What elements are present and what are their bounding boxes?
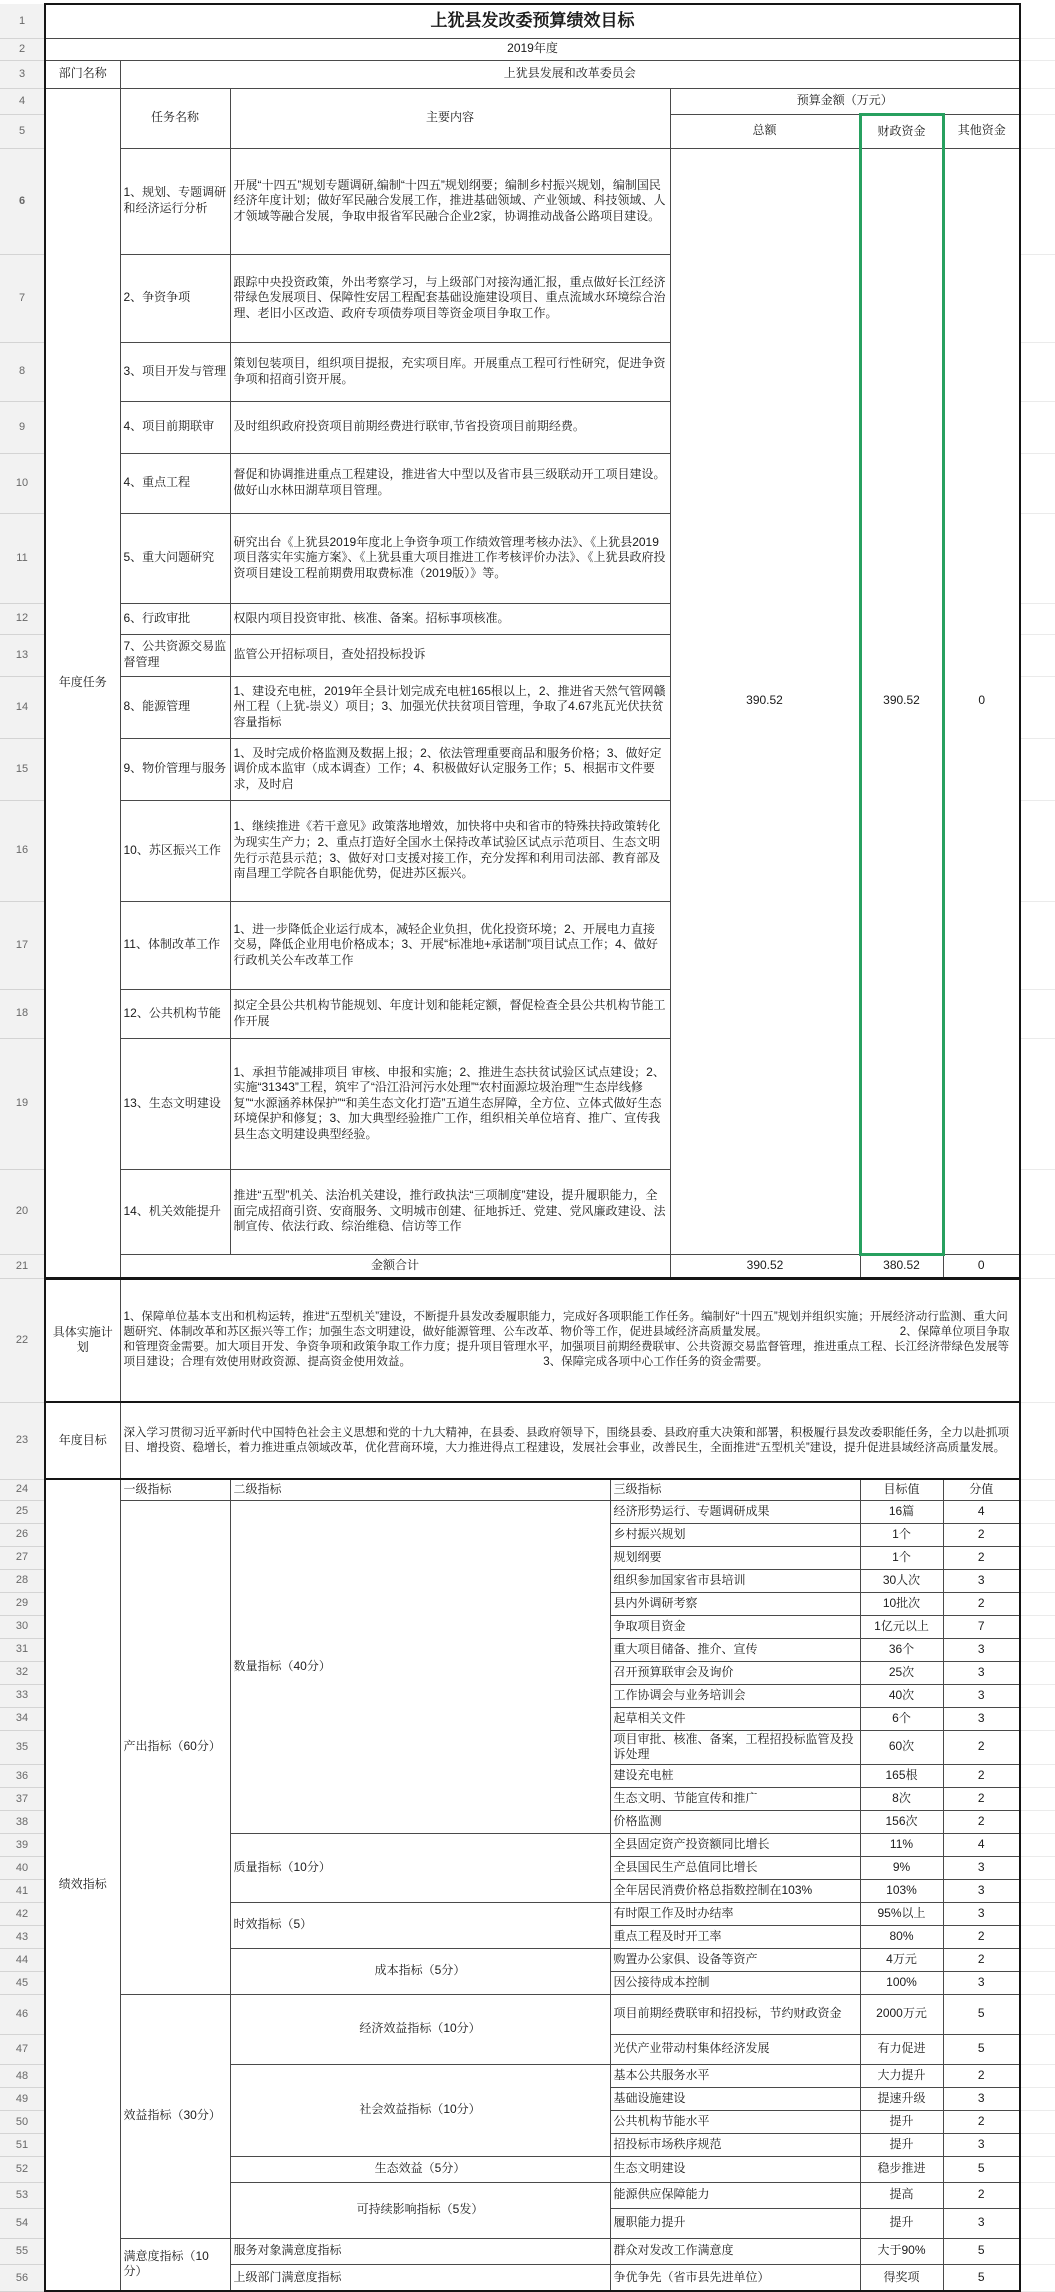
- row-number-40[interactable]: 40: [0, 1856, 45, 1879]
- outside-cell: [1020, 1925, 1055, 1948]
- row-number-21[interactable]: 21: [0, 1254, 45, 1278]
- l3-cell-30[interactable]: 争取项目资金: [610, 1615, 860, 1638]
- outside-cell: [1020, 1948, 1055, 1971]
- row-number-20[interactable]: 20: [0, 1169, 45, 1254]
- row-number-49[interactable]: 49: [0, 2087, 45, 2110]
- row-number-33[interactable]: 33: [0, 1684, 45, 1707]
- l1-output-cell[interactable]: 产出指标（60分）: [120, 1500, 230, 1994]
- outside-cell: [1020, 2208, 1055, 2238]
- row-number-28[interactable]: 28: [0, 1569, 45, 1592]
- l3-cell-49[interactable]: 基础设施建设: [610, 2087, 860, 2110]
- l3-cell-45[interactable]: 因公接待成本控制: [610, 1971, 860, 1994]
- row-number-46[interactable]: 46: [0, 1994, 45, 2034]
- l3-cell-55[interactable]: 群众对发改工作满意度: [610, 2238, 860, 2264]
- outside-cell: [1020, 1254, 1055, 1278]
- sum-label-cell[interactable]: 金额合计: [120, 1254, 670, 1278]
- header-task-name[interactable]: 任务名称: [120, 88, 230, 148]
- task-name-cell-15[interactable]: 9、物价管理与服务: [120, 738, 230, 800]
- outside-cell: [1020, 513, 1055, 603]
- outside-cell: [1020, 738, 1055, 800]
- score-cell-29[interactable]: 2: [943, 1592, 1020, 1615]
- row-number-13[interactable]: 13: [0, 634, 45, 676]
- score-cell-32[interactable]: 3: [943, 1661, 1020, 1684]
- header-main-content[interactable]: 主要内容: [230, 88, 670, 148]
- outside-cell: [1020, 676, 1055, 738]
- outside-cell: [1020, 1787, 1055, 1810]
- header-total[interactable]: 总额: [670, 114, 860, 148]
- l2-social-benefit-cell[interactable]: 社会效益指标（10分）: [230, 2064, 610, 2156]
- target-cell-28[interactable]: 30人次: [860, 1569, 943, 1592]
- target-cell-44[interactable]: 4万元: [860, 1948, 943, 1971]
- l3-cell-34[interactable]: 起草相关文件: [610, 1707, 860, 1730]
- target-cell-32[interactable]: 25次: [860, 1661, 943, 1684]
- row-number-42[interactable]: 42: [0, 1902, 45, 1925]
- row-number-47[interactable]: 47: [0, 2034, 45, 2064]
- row-number-12[interactable]: 12: [0, 603, 45, 634]
- task-name-cell-12[interactable]: 6、行政审批: [120, 603, 230, 634]
- score-cell-36[interactable]: 2: [943, 1764, 1020, 1787]
- target-cell-42[interactable]: 95%以上: [860, 1902, 943, 1925]
- l3-cell-39[interactable]: 全县固定资产投资额同比增长: [610, 1833, 860, 1856]
- target-cell-41[interactable]: 103%: [860, 1879, 943, 1902]
- target-cell-47[interactable]: 有力促进: [860, 2034, 943, 2064]
- row-number-56[interactable]: 56: [0, 2264, 45, 2291]
- outside-cell: [1020, 1810, 1055, 1833]
- sum-fiscal-cell[interactable]: 380.52: [860, 1254, 943, 1278]
- score-cell-49[interactable]: 3: [943, 2087, 1020, 2110]
- outside-cell: [1020, 800, 1055, 901]
- score-cell-33[interactable]: 3: [943, 1684, 1020, 1707]
- task-name-cell-17[interactable]: 11、体制改革工作: [120, 901, 230, 989]
- goal-label-cell[interactable]: 年度目标: [45, 1402, 120, 1479]
- task-content-cell-12[interactable]: 权限内项目投资审批、核准、备案。招标事项核准。: [230, 603, 670, 634]
- target-cell-35[interactable]: 60次: [860, 1730, 943, 1764]
- target-cell-25[interactable]: 16篇: [860, 1500, 943, 1523]
- outside-cell: [1020, 1764, 1055, 1787]
- outside-cell: [1020, 634, 1055, 676]
- target-cell-54[interactable]: 提升: [860, 2208, 943, 2238]
- l2-eco-benefit-cell[interactable]: 生态效益（5分）: [230, 2156, 610, 2182]
- target-cell-43[interactable]: 80%: [860, 1925, 943, 1948]
- l3-cell-42[interactable]: 有时限工作及时办结率: [610, 1902, 860, 1925]
- task-name-cell-6[interactable]: 1、规划、专题调研和经济运行分析: [120, 148, 230, 254]
- row-number-23[interactable]: 23: [0, 1402, 45, 1479]
- target-cell-37[interactable]: 8次: [860, 1787, 943, 1810]
- row-number-7[interactable]: 7: [0, 254, 45, 342]
- l3-cell-29[interactable]: 县内外调研考察: [610, 1592, 860, 1615]
- task-content-cell-6[interactable]: 开展“十四五”规划专题调研,编制“十四五”规划纲要；编制乡村振兴规划，编制国民经济年度计划；做好军民融合发展工作，推进基础领域、产业领域、科技领域、人才领域等融合发展，争取申报省军民融合企业2家，协调推动战备公路项目建设。: [230, 148, 670, 254]
- outside-cell: [1020, 1278, 1055, 1402]
- goal-text-cell[interactable]: 深入学习贯彻习近平新时代中国特色社会主义思想和党的十九大精神，在县委、县政府领导下，围绕县委、县政府重大决策和部署，积极履行县发改委职能任务，全力以赴抓项目、增投资、稳增长，着力推进重点领域改革，优化营商环境，大力推进得点工程建设，发展社会事业，改善民生，全面推进“五型机关”建设，提升促进县域经济高质量发展。: [120, 1402, 1020, 1479]
- score-cell-27[interactable]: 2: [943, 1546, 1020, 1569]
- target-cell-26[interactable]: 1个: [860, 1523, 943, 1546]
- score-cell-28[interactable]: 3: [943, 1569, 1020, 1592]
- row-number-34[interactable]: 34: [0, 1707, 45, 1730]
- row-number-16[interactable]: 16: [0, 800, 45, 901]
- row-number-27[interactable]: 27: [0, 1546, 45, 1569]
- outside-cell: [1020, 1971, 1055, 1994]
- outside-cell: [1020, 1856, 1055, 1879]
- outside-cell: [1020, 401, 1055, 453]
- row-number-37[interactable]: 37: [0, 1787, 45, 1810]
- outside-cell: [1020, 2034, 1055, 2064]
- l3-cell-43[interactable]: 重点工程及时开工率: [610, 1925, 860, 1948]
- target-cell-31[interactable]: 36个: [860, 1638, 943, 1661]
- row-number-38[interactable]: 38: [0, 1810, 45, 1833]
- target-cell-55[interactable]: 大于90%: [860, 2238, 943, 2264]
- row-number-35[interactable]: 35: [0, 1730, 45, 1764]
- row-number-14[interactable]: 14: [0, 676, 45, 738]
- outside-cell: [1020, 148, 1055, 254]
- l3-cell-40[interactable]: 全县国民生产总值同比增长: [610, 1856, 860, 1879]
- target-cell-49[interactable]: 提速升级: [860, 2087, 943, 2110]
- l3-cell-53[interactable]: 能源供应保障能力: [610, 2182, 860, 2208]
- task-content-cell-9[interactable]: 及时组织政府投资项目前期经费进行联审,节省投资项目前期经费。: [230, 401, 670, 453]
- task-content-cell-19[interactable]: 1、承担节能减排项目 审核、申报和实施；2、推进生态扶贫试验区试点建设；2、实施“31343”工程，筑牢了“沿江沿河污水处理”“农村面源垃圾治理”“生态岸线修复”“水源涵养林保护”“和美生态文化打造”五道生态屏障，全方位、立体式做好生态环境保护和修复；3、加大典型经验推广工作，组织相关单位培育、推广、宣传我县生态文明建设典型经验。: [230, 1038, 670, 1169]
- outside-cell: [1020, 2156, 1055, 2182]
- l3-cell-26[interactable]: 乡村振兴规划: [610, 1523, 860, 1546]
- outside-cell: [1020, 1523, 1055, 1546]
- target-cell-50[interactable]: 提升: [860, 2110, 943, 2133]
- target-cell-45[interactable]: 100%: [860, 1971, 943, 1994]
- year-cell[interactable]: 2019年度: [45, 38, 1020, 60]
- row-number-4[interactable]: 4: [0, 88, 45, 114]
- outside-cell: [1020, 2264, 1055, 2291]
- outside-cell: [1020, 114, 1055, 148]
- ind-header-score[interactable]: 分值: [943, 1479, 1020, 1500]
- task-name-cell-11[interactable]: 5、重大问题研究: [120, 513, 230, 603]
- header-other-funds[interactable]: 其他资金: [943, 114, 1020, 148]
- score-cell-55[interactable]: 5: [943, 2238, 1020, 2264]
- score-cell-34[interactable]: 3: [943, 1707, 1020, 1730]
- row-number-10[interactable]: 10: [0, 453, 45, 513]
- outside-cell: [1020, 1546, 1055, 1569]
- outside-cell: [1020, 2064, 1055, 2087]
- row-number-25[interactable]: 25: [0, 1500, 45, 1523]
- row-number-48[interactable]: 48: [0, 2064, 45, 2087]
- target-cell-48[interactable]: 大力提升: [860, 2064, 943, 2087]
- score-cell-40[interactable]: 3: [943, 1856, 1020, 1879]
- row-number-19[interactable]: 19: [0, 1038, 45, 1169]
- task-content-cell-16[interactable]: 1、继续推进《若干意见》政策落地增效，加快将中央和省市的特殊扶持政策转化为现实生产力；2、重点打造好全国水土保持改革试验区试点示范项目、生态文明先行示范县示范；3、做好对口支援对接工作，充分发挥和利用司法部、教育部及南昌理工学院各自职能优势，促进苏区振兴。: [230, 800, 670, 901]
- task-content-cell-11[interactable]: 研究出台《上犹县2019年度北上争资争项工作绩效管理考核办法》、《上犹县2019项目落实年实施方案》、《上犹县重大项目推进工作考核评价办法》、《上犹县政府投资项目建设工程前期费用取费标准（2019版）》等。: [230, 513, 670, 603]
- target-cell-33[interactable]: 40次: [860, 1684, 943, 1707]
- plan-text-cell[interactable]: 1、保障单位基本支出和机构运转，推进“五型机关”建设，不断提升县发改委履职能力，完成好各项职能工作任务。编制好“十四五”规划并组织实施；开展经济动行监测、重大问题研究、体制改革和苏区振兴等工作；加强生态文明建设，做好能源管理、公车改革、物价等工作，促进县域经济高质量发展。 2、保障单位项目争取和管理资金需要。加大项目开发、争资争项和政策争取工作力度；提升项目管理水平，加强项目前期经费联审、公共资源交易监督管理，推进重点工程、长江经济带绿色发展等项目建设；合理有效使用财政资源、提高资金使用效益。 3、保障完成各项中心工作任务的资金需要。: [120, 1278, 1020, 1402]
- outside-cell: [1020, 1500, 1055, 1523]
- outside-cell: [1020, 342, 1055, 401]
- outside-cell: [1020, 1569, 1055, 1592]
- target-cell-39[interactable]: 11%: [860, 1833, 943, 1856]
- score-cell-31[interactable]: 3: [943, 1638, 1020, 1661]
- l2-timeliness-cell[interactable]: 时效指标（5）: [230, 1902, 610, 1948]
- row-number-52[interactable]: 52: [0, 2156, 45, 2182]
- sum-other-cell[interactable]: 0: [943, 1254, 1020, 1278]
- score-cell-41[interactable]: 3: [943, 1879, 1020, 1902]
- l1-satisfaction-cell[interactable]: 满意度指标（10分）: [120, 2238, 230, 2291]
- outside-cell: [1020, 2110, 1055, 2133]
- row-number-15[interactable]: 15: [0, 738, 45, 800]
- task-content-cell-14[interactable]: 1、建设充电桩，2019年全县计划完成充电桩165根以上，2、推进省天然气管网赣州工程（上犹-崇义）项目；3、加强光伏扶贫项目管理，争取了4.67兆瓦光伏扶贫容量指标: [230, 676, 670, 738]
- outside-cell: [1020, 1994, 1055, 2034]
- l3-cell-33[interactable]: 工作协调会与业务培训会: [610, 1684, 860, 1707]
- outside-cell: [1020, 60, 1055, 88]
- l2-cost-cell[interactable]: 成本指标（5分）: [230, 1948, 610, 1994]
- l3-cell-36[interactable]: 建设充电桩: [610, 1764, 860, 1787]
- row-number-2[interactable]: 2: [0, 38, 45, 60]
- score-cell-46[interactable]: 5: [943, 1994, 1020, 2034]
- score-cell-30[interactable]: 7: [943, 1615, 1020, 1638]
- l3-cell-27[interactable]: 规划纲要: [610, 1546, 860, 1569]
- l3-cell-50[interactable]: 公共机构节能水平: [610, 2110, 860, 2133]
- score-cell-43[interactable]: 2: [943, 1925, 1020, 1948]
- task-content-cell-15[interactable]: 1、及时完成价格监测及数据上报；2、依法管理重要商品和服务价格；3、做好定调价成本监审（成本调查）工作；4、积极做好认定服务工作；5、根据市文件要求，及时启: [230, 738, 670, 800]
- outside-cell: [1020, 1592, 1055, 1615]
- task-name-cell-8[interactable]: 3、项目开发与管理: [120, 342, 230, 401]
- target-cell-29[interactable]: 10批次: [860, 1592, 943, 1615]
- l3-cell-28[interactable]: 组织参加国家省市县培训: [610, 1569, 860, 1592]
- outside-cell: [1020, 603, 1055, 634]
- l2-service-satisfaction-cell[interactable]: 服务对象满意度指标: [230, 2238, 610, 2264]
- score-cell-42[interactable]: 3: [943, 1902, 1020, 1925]
- row-number-26[interactable]: 26: [0, 1523, 45, 1546]
- task-name-cell-10[interactable]: 4、重点工程: [120, 453, 230, 513]
- task-content-cell-8[interactable]: 策划包装项目，组织项目提报，充实项目库。开展重点工程可行性研究，促进争资争项和招商引资开展。: [230, 342, 670, 401]
- l3-cell-31[interactable]: 重大项目储备、推介、宣传: [610, 1638, 860, 1661]
- score-cell-39[interactable]: 4: [943, 1833, 1020, 1856]
- row-number-44[interactable]: 44: [0, 1948, 45, 1971]
- l2-quality-cell[interactable]: 质量指标（10分）: [230, 1833, 610, 1902]
- l2-economic-benefit-cell[interactable]: 经济效益指标（10分）: [230, 1994, 610, 2064]
- l3-cell-56[interactable]: 争优争先（省市县先进单位）: [610, 2264, 860, 2291]
- score-cell-52[interactable]: 5: [943, 2156, 1020, 2182]
- l2-quantity-cell[interactable]: 数量指标（40分）: [230, 1500, 610, 1833]
- header-fiscal-funds[interactable]: 财政资金: [860, 114, 943, 148]
- row-number-1[interactable]: 1: [0, 4, 45, 38]
- outside-cell: [1020, 4, 1055, 38]
- header-budget-amount[interactable]: 预算金额（万元）: [670, 88, 1020, 114]
- perf-indicators-label-cell[interactable]: 绩效指标: [45, 1479, 120, 2291]
- l3-cell-35[interactable]: 项目审批、核准、备案，工程招投标监管及投诉处理: [610, 1730, 860, 1764]
- annual-tasks-label-cell[interactable]: 年度任务: [45, 88, 120, 1278]
- task-content-cell-13[interactable]: 监管公开招标项目，查处招投标投诉: [230, 634, 670, 676]
- task-name-cell-13[interactable]: 7、公共资源交易监督管理: [120, 634, 230, 676]
- score-cell-51[interactable]: 3: [943, 2133, 1020, 2156]
- row-number-54[interactable]: 54: [0, 2208, 45, 2238]
- task-name-cell-9[interactable]: 4、项目前期联审: [120, 401, 230, 453]
- row-number-9[interactable]: 9: [0, 401, 45, 453]
- ind-header-level1[interactable]: 一级指标: [120, 1479, 230, 1500]
- outside-cell: [1020, 2182, 1055, 2208]
- budget-fiscal-cell[interactable]: 390.52: [860, 148, 943, 1254]
- score-cell-35[interactable]: 2: [943, 1730, 1020, 1764]
- task-name-cell-20[interactable]: 14、机关效能提升: [120, 1169, 230, 1254]
- l2-sustain-cell[interactable]: 可持续影响指标（5发）: [230, 2182, 610, 2238]
- outside-cell: [1020, 1730, 1055, 1764]
- row-number-6[interactable]: 6: [0, 148, 45, 254]
- l3-cell-38[interactable]: 价格监测: [610, 1810, 860, 1833]
- l3-cell-32[interactable]: 召开预算联审会及询价: [610, 1661, 860, 1684]
- score-cell-37[interactable]: 2: [943, 1787, 1020, 1810]
- row-number-45[interactable]: 45: [0, 1971, 45, 1994]
- outside-cell: [1020, 38, 1055, 60]
- target-cell-46[interactable]: 2000万元: [860, 1994, 943, 2034]
- row-number-18[interactable]: 18: [0, 989, 45, 1038]
- target-cell-56[interactable]: 得奖项: [860, 2264, 943, 2291]
- plan-label-cell[interactable]: 具体实施计划: [45, 1278, 120, 1402]
- score-cell-26[interactable]: 2: [943, 1523, 1020, 1546]
- sum-total-cell[interactable]: 390.52: [670, 1254, 860, 1278]
- target-cell-53[interactable]: 提高: [860, 2182, 943, 2208]
- task-content-cell-7[interactable]: 跟踪中央投资政策，外出考察学习，与上级部门对接沟通汇报，重点做好长江经济带绿色发展项目、保障性安居工程配套基础设施建设项目、重点流域水环境综合治理、老旧小区改造、政府专项债券项目等资金项目争取工作。: [230, 254, 670, 342]
- outside-cell: [1020, 1402, 1055, 1479]
- l3-cell-41[interactable]: 全年居民消费价格总指数控制在103%: [610, 1879, 860, 1902]
- l3-cell-46[interactable]: 项目前期经费联审和招投标，节约财政资金: [610, 1994, 860, 2034]
- row-number-29[interactable]: 29: [0, 1592, 45, 1615]
- target-cell-30[interactable]: 1亿元以上: [860, 1615, 943, 1638]
- budget-performance-table: [0, 3, 1055, 2292]
- row-number-32[interactable]: 32: [0, 1661, 45, 1684]
- score-cell-25[interactable]: 4: [943, 1500, 1020, 1523]
- page-title[interactable]: 上犹县发改委预算绩效目标: [45, 4, 1020, 38]
- outside-cell: [1020, 1833, 1055, 1856]
- task-content-cell-18[interactable]: 拟定全县公共机构节能规划、年度计划和能耗定额，督促检查全县公共机构节能工作开展: [230, 989, 670, 1038]
- score-cell-48[interactable]: 2: [943, 2064, 1020, 2087]
- outside-cell: [1020, 1879, 1055, 1902]
- score-cell-44[interactable]: 2: [943, 1948, 1020, 1971]
- row-number-50[interactable]: 50: [0, 2110, 45, 2133]
- task-content-cell-17[interactable]: 1、进一步降低企业运行成本，减轻企业负担，优化投资环境；2、开展电力直接交易，降低企业用电价格成本；3、开展“标准地+承诺制”项目试点工作；4、做好行政机关公车改革工作: [230, 901, 670, 989]
- ind-header-level3[interactable]: 三级指标: [610, 1479, 860, 1500]
- row-number-8[interactable]: 8: [0, 342, 45, 401]
- target-cell-34[interactable]: 6个: [860, 1707, 943, 1730]
- outside-cell: [1020, 2087, 1055, 2110]
- ind-header-level2[interactable]: 二级指标: [230, 1479, 610, 1500]
- row-number-39[interactable]: 39: [0, 1833, 45, 1856]
- outside-cell: [1020, 88, 1055, 114]
- outside-cell: [1020, 1684, 1055, 1707]
- row-number-24[interactable]: 24: [0, 1479, 45, 1500]
- outside-cell: [1020, 1615, 1055, 1638]
- task-content-cell-20[interactable]: 推进“五型”机关、法治机关建设，推行政执法“三项制度”建设，提升履职能力，全面完成招商引资、安商服务、文明城市创建、征地拆迁、党建、党风廉政建设、法制宣传、依法行政、综治维稳、信访等工作: [230, 1169, 670, 1254]
- outside-cell: [1020, 1661, 1055, 1684]
- score-cell-50[interactable]: 2: [943, 2110, 1020, 2133]
- outside-cell: [1020, 1707, 1055, 1730]
- outside-cell: [1020, 989, 1055, 1038]
- outside-cell: [1020, 1638, 1055, 1661]
- dept-name-cell[interactable]: 上犹县发展和改革委员会: [120, 60, 1020, 88]
- target-cell-52[interactable]: 稳步推进: [860, 2156, 943, 2182]
- row-number-51[interactable]: 51: [0, 2133, 45, 2156]
- outside-cell: [1020, 1902, 1055, 1925]
- score-cell-53[interactable]: 2: [943, 2182, 1020, 2208]
- ind-header-target[interactable]: 目标值: [860, 1479, 943, 1500]
- score-cell-47[interactable]: 5: [943, 2034, 1020, 2064]
- target-cell-51[interactable]: 提升: [860, 2133, 943, 2156]
- task-content-cell-10[interactable]: 督促和协调推进重点工程建设，推进省大中型以及省市县三级联动开工项目建设。做好山水林田湖草项目管理。: [230, 453, 670, 513]
- row-number-5[interactable]: 5: [0, 114, 45, 148]
- row-number-31[interactable]: 31: [0, 1638, 45, 1661]
- l3-cell-48[interactable]: 基本公共服务水平: [610, 2064, 860, 2087]
- score-cell-54[interactable]: 3: [943, 2208, 1020, 2238]
- budget-total-cell[interactable]: 390.52: [670, 148, 860, 1254]
- task-name-cell-14[interactable]: 8、能源管理: [120, 676, 230, 738]
- task-name-cell-18[interactable]: 12、公共机构节能: [120, 989, 230, 1038]
- row-number-11[interactable]: 11: [0, 513, 45, 603]
- row-number-43[interactable]: 43: [0, 1925, 45, 1948]
- outside-cell: [1020, 1169, 1055, 1254]
- l3-cell-25[interactable]: 经济形势运行、专题调研成果: [610, 1500, 860, 1523]
- score-cell-56[interactable]: 5: [943, 2264, 1020, 2291]
- score-cell-38[interactable]: 2: [943, 1810, 1020, 1833]
- outside-cell: [1020, 901, 1055, 989]
- row-number-22[interactable]: 22: [0, 1278, 45, 1402]
- row-number-3[interactable]: 3: [0, 60, 45, 88]
- dept-label-cell[interactable]: 部门名称: [45, 60, 120, 88]
- outside-cell: [1020, 1479, 1055, 1500]
- l1-benefit-cell[interactable]: 效益指标（30分）: [120, 1994, 230, 2238]
- target-cell-36[interactable]: 165根: [860, 1764, 943, 1787]
- task-name-cell-7[interactable]: 2、争资争项: [120, 254, 230, 342]
- outside-cell: [1020, 1038, 1055, 1169]
- l3-cell-44[interactable]: 购置办公家俱、设备等资产: [610, 1948, 860, 1971]
- l3-cell-37[interactable]: 生态文明、节能宣传和推广: [610, 1787, 860, 1810]
- target-cell-40[interactable]: 9%: [860, 1856, 943, 1879]
- target-cell-27[interactable]: 1个: [860, 1546, 943, 1569]
- row-number-55[interactable]: 55: [0, 2238, 45, 2264]
- row-number-41[interactable]: 41: [0, 1879, 45, 1902]
- l3-cell-51[interactable]: 招投标市场秩序规范: [610, 2133, 860, 2156]
- row-number-53[interactable]: 53: [0, 2182, 45, 2208]
- row-number-30[interactable]: 30: [0, 1615, 45, 1638]
- budget-other-cell[interactable]: 0: [943, 148, 1020, 1254]
- target-cell-38[interactable]: 156次: [860, 1810, 943, 1833]
- outside-cell: [1020, 453, 1055, 513]
- l3-cell-47[interactable]: 光伏产业带动村集体经济发展: [610, 2034, 860, 2064]
- task-name-cell-16[interactable]: 10、苏区振兴工作: [120, 800, 230, 901]
- task-name-cell-19[interactable]: 13、生态文明建设: [120, 1038, 230, 1169]
- row-number-17[interactable]: 17: [0, 901, 45, 989]
- l3-cell-54[interactable]: 履职能力提升: [610, 2208, 860, 2238]
- score-cell-45[interactable]: 3: [943, 1971, 1020, 1994]
- outside-cell: [1020, 2238, 1055, 2264]
- l3-cell-52[interactable]: 生态文明建设: [610, 2156, 860, 2182]
- outside-cell: [1020, 254, 1055, 342]
- outside-cell: [1020, 2133, 1055, 2156]
- l2-superior-satisfaction-cell[interactable]: 上级部门满意度指标: [230, 2264, 610, 2291]
- row-number-36[interactable]: 36: [0, 1764, 45, 1787]
